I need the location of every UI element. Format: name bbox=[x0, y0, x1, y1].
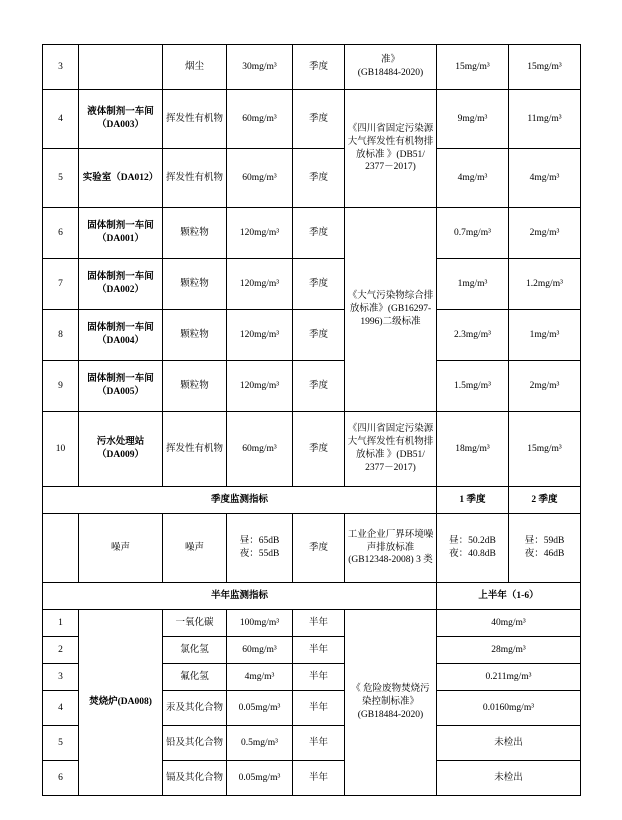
row-limit: 120mg/m³ bbox=[227, 361, 293, 412]
row-no: 10 bbox=[43, 412, 79, 487]
row-no: 3 bbox=[43, 664, 79, 691]
row-no: 7 bbox=[43, 259, 79, 310]
row-site: 液体制剂一车间（DA003） bbox=[79, 90, 163, 149]
row-value-halfyear: 未检出 bbox=[437, 761, 581, 796]
row-frequency: 季度 bbox=[293, 310, 345, 361]
row-frequency: 半年 bbox=[293, 637, 345, 664]
row-frequency: 半年 bbox=[293, 726, 345, 761]
row-no: 4 bbox=[43, 90, 79, 149]
row-no: 5 bbox=[43, 149, 79, 208]
row-pollutant: 颗粒物 bbox=[163, 208, 227, 259]
row-limit: 60mg/m³ bbox=[227, 412, 293, 487]
row-no: 8 bbox=[43, 310, 79, 361]
row-no: 2 bbox=[43, 637, 79, 664]
row-value-q2: 1.2mg/m³ bbox=[509, 259, 581, 310]
row-limit: 120mg/m³ bbox=[227, 259, 293, 310]
row-frequency: 季度 bbox=[293, 514, 345, 583]
row-limit: 60mg/m³ bbox=[227, 637, 293, 664]
row-frequency: 季度 bbox=[293, 259, 345, 310]
row-value-q2: 11mg/m³ bbox=[509, 90, 581, 149]
table-row bbox=[43, 361, 581, 412]
row-no: 9 bbox=[43, 361, 79, 412]
row-value-q2: 15mg/m³ bbox=[509, 45, 581, 90]
row-pollutant: 铅及其化合物 bbox=[163, 726, 227, 761]
row-frequency: 半年 bbox=[293, 691, 345, 726]
quarter-2-label: 2 季度 bbox=[509, 487, 581, 514]
row-pollutant: 一氧化碳 bbox=[163, 610, 227, 637]
row-frequency: 季度 bbox=[293, 361, 345, 412]
row-value-halfyear: 28mg/m³ bbox=[437, 637, 581, 664]
row-no: 3 bbox=[43, 45, 79, 90]
row-limit: 120mg/m³ bbox=[227, 310, 293, 361]
section-title-quarterly: 季度监测指标 bbox=[43, 487, 437, 514]
row-value-q2: 4mg/m³ bbox=[509, 149, 581, 208]
row-limit: 60mg/m³ bbox=[227, 149, 293, 208]
row-value-halfyear: 0.0160mg/m³ bbox=[437, 691, 581, 726]
row-pollutant: 颗粒物 bbox=[163, 259, 227, 310]
row-no: 1 bbox=[43, 610, 79, 637]
row-no bbox=[43, 514, 79, 583]
row-pollutant: 挥发性有机物 bbox=[163, 149, 227, 208]
row-value-q1: 9mg/m³ bbox=[437, 90, 509, 149]
row-frequency: 季度 bbox=[293, 45, 345, 90]
table-row bbox=[43, 610, 581, 637]
row-limit: 0.05mg/m³ bbox=[227, 691, 293, 726]
row-limit: 4mg/m³ bbox=[227, 664, 293, 691]
row-pollutant: 氟化氢 bbox=[163, 664, 227, 691]
row-frequency: 季度 bbox=[293, 90, 345, 149]
row-standard: 《四川省固定污染源大气挥发性有机物排放标准 》(DB51/ 2377－2017) bbox=[345, 412, 437, 487]
section-title-halfyear: 半年监测指标 bbox=[43, 583, 437, 610]
row-frequency: 季度 bbox=[293, 208, 345, 259]
row-standard: 工业企业厂界环境噪声排放标准(GB12348-2008) 3 类 bbox=[345, 514, 437, 583]
row-value-q2: 昼：59dB 夜：46dB bbox=[509, 514, 581, 583]
row-limit: 昼：65dB 夜：55dB bbox=[227, 514, 293, 583]
row-pollutant: 氯化氢 bbox=[163, 637, 227, 664]
row-frequency: 半年 bbox=[293, 664, 345, 691]
row-value-q2: 2mg/m³ bbox=[509, 361, 581, 412]
row-pollutant: 噪声 bbox=[163, 514, 227, 583]
row-limit: 60mg/m³ bbox=[227, 90, 293, 149]
row-value-halfyear: 未检出 bbox=[437, 726, 581, 761]
row-site: 焚烧炉(DA008) bbox=[79, 610, 163, 796]
row-value-q1: 4mg/m³ bbox=[437, 149, 509, 208]
row-no: 6 bbox=[43, 761, 79, 796]
row-pollutant: 烟尘 bbox=[163, 45, 227, 90]
section-header-quarterly bbox=[43, 487, 581, 514]
table-row bbox=[43, 208, 581, 259]
row-pollutant: 汞及其化合物 bbox=[163, 691, 227, 726]
row-pollutant: 颗粒物 bbox=[163, 310, 227, 361]
row-limit: 100mg/m³ bbox=[227, 610, 293, 637]
row-frequency: 季度 bbox=[293, 412, 345, 487]
row-site: 固体制剂一车间（DA005） bbox=[79, 361, 163, 412]
section-header-halfyear bbox=[43, 583, 581, 610]
row-value-q2: 15mg/m³ bbox=[509, 412, 581, 487]
row-limit: 0.5mg/m³ bbox=[227, 726, 293, 761]
row-pollutant: 颗粒物 bbox=[163, 361, 227, 412]
row-value-q1: 昼：50.2dB 夜：40.8dB bbox=[437, 514, 509, 583]
row-site: 固体制剂一车间（DA002） bbox=[79, 259, 163, 310]
table-row bbox=[43, 90, 581, 149]
table-row bbox=[43, 149, 581, 208]
row-pollutant: 挥发性有机物 bbox=[163, 90, 227, 149]
table-row bbox=[43, 310, 581, 361]
row-value-halfyear: 40mg/m³ bbox=[437, 610, 581, 637]
table-row bbox=[43, 412, 581, 487]
row-standard: 准》 (GB18484-2020) bbox=[345, 45, 437, 90]
row-value-q1: 0.7mg/m³ bbox=[437, 208, 509, 259]
row-value-q2: 2mg/m³ bbox=[509, 208, 581, 259]
row-frequency: 季度 bbox=[293, 149, 345, 208]
row-no: 5 bbox=[43, 726, 79, 761]
row-value-q1: 1.5mg/m³ bbox=[437, 361, 509, 412]
table-row bbox=[43, 45, 581, 90]
monitoring-indicators-table bbox=[42, 44, 581, 796]
row-standard: 《四川省固定污染源大气挥发性有机物排放标准 》(DB51/ 2377－2017) bbox=[345, 90, 437, 208]
row-frequency: 半年 bbox=[293, 761, 345, 796]
row-value-q1: 18mg/m³ bbox=[437, 412, 509, 487]
table-row bbox=[43, 259, 581, 310]
row-limit: 30mg/m³ bbox=[227, 45, 293, 90]
row-site bbox=[79, 45, 163, 90]
row-frequency: 半年 bbox=[293, 610, 345, 637]
row-pollutant: 挥发性有机物 bbox=[163, 412, 227, 487]
row-value-q1: 15mg/m³ bbox=[437, 45, 509, 90]
quarter-1-label: 1 季度 bbox=[437, 487, 509, 514]
row-value-q1: 2.3mg/m³ bbox=[437, 310, 509, 361]
row-standard: 《大气污染物综合排放标准》(GB16297-1996)二级标准 bbox=[345, 208, 437, 412]
table-row-noise bbox=[43, 514, 581, 583]
row-site: 噪声 bbox=[79, 514, 163, 583]
row-standard: 《 危险废物焚烧污染控制标准》(GB18484-2020) bbox=[345, 610, 437, 796]
row-site: 污水处理站（DA009） bbox=[79, 412, 163, 487]
row-site: 实验室（DA012） bbox=[79, 149, 163, 208]
row-value-halfyear: 0.211mg/m³ bbox=[437, 664, 581, 691]
row-limit: 120mg/m³ bbox=[227, 208, 293, 259]
row-no: 4 bbox=[43, 691, 79, 726]
row-no: 6 bbox=[43, 208, 79, 259]
row-site: 固体制剂一车间（DA004） bbox=[79, 310, 163, 361]
row-limit: 0.05mg/m³ bbox=[227, 761, 293, 796]
row-pollutant: 镉及其化合物 bbox=[163, 761, 227, 796]
firsthalf-label: 上半年（1-6） bbox=[437, 583, 581, 610]
row-value-q1: 1mg/m³ bbox=[437, 259, 509, 310]
row-value-q2: 1mg/m³ bbox=[509, 310, 581, 361]
row-site: 固体制剂一车间（DA001） bbox=[79, 208, 163, 259]
